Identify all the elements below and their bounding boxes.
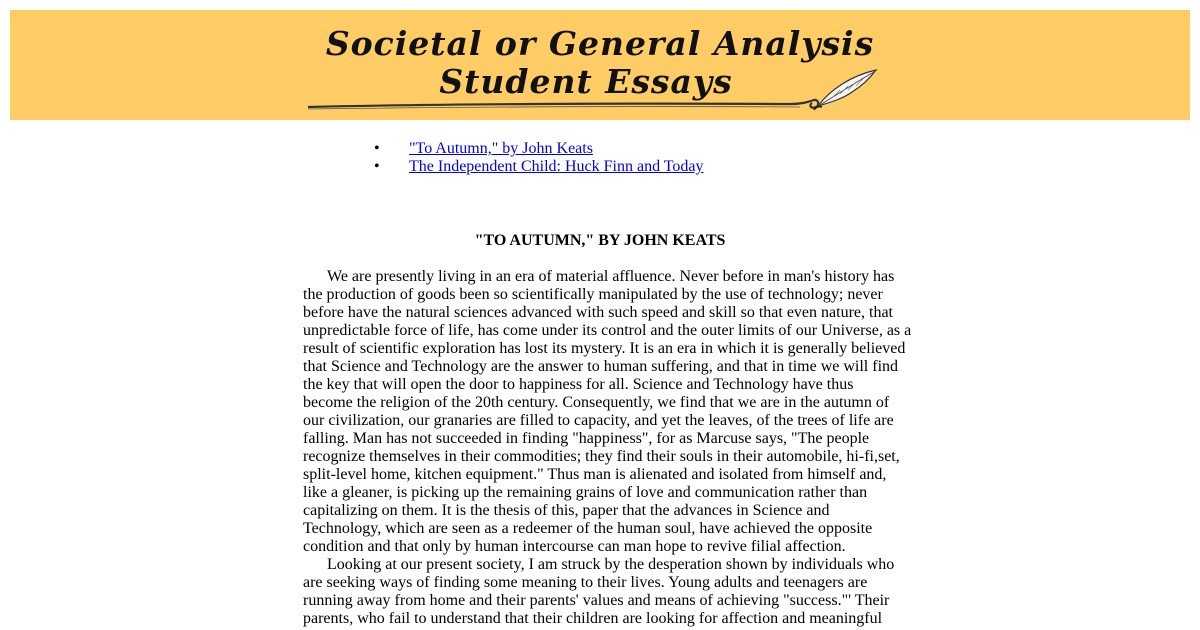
essay-line: capitalizing on them. It is the thesis of this, paper that the advances in Science and [303, 502, 830, 519]
essay-body [303, 268, 912, 628]
banner-decoration [10, 10, 1190, 120]
essay-line: before have the natural sciences advanced with such speed and skill so that even nature, that [303, 304, 893, 321]
essay-line: recognize themselves in their commodities; they find their souls in their automobile, hi-fi,set, [303, 448, 900, 465]
essay-line: split-level home, kitchen equipment." Thus man is alienated and isolated from himself and, [303, 466, 887, 483]
essay-line-text: We are presently living in an era of material affluence. Never before in man's history has [327, 268, 895, 285]
header-banner [10, 10, 1190, 120]
essay-line: result of scientific exploration has lost its mystery. It is an era in which it is generally believed [303, 340, 906, 357]
essay-line: the key that will open the door to happiness for all. Science and Technology have thus [303, 376, 854, 393]
essay-line: unpredictable force of life, has come under its control and the outer limits of our Universe, as a [303, 322, 912, 339]
essay-line: running away from home and their parents' values and means of achieving "success."' Their [303, 592, 890, 609]
bullet-icon: • [374, 140, 380, 157]
banner-title-line1: Societal or General Analysis [325, 24, 875, 63]
essay-line: are seeking ways of finding some meaning to their lives. Young adults and teenagers are [303, 574, 868, 591]
essay-line: like a gleaner, is picking up the remaining grains of love and communication rather than [303, 484, 868, 501]
essay-line: the production of goods been so scientifically manipulated by the use of technology; never [303, 286, 883, 303]
quill-pen-icon [814, 70, 876, 110]
essay-line: Technology, which are seen as a redeemer of the human soul, have achieved the opposite [303, 520, 873, 537]
banner-title-line2: Student Essays [439, 62, 733, 101]
essay-title: "TO AUTUMN," BY JOHN KEATS [474, 232, 726, 249]
essay-line [303, 556, 903, 574]
essay-line: parents, who fail to understand that their children are looking for affection and meaningful [303, 610, 883, 627]
link-independent-child[interactable]: The Independent Child: Huck Finn and Today [409, 158, 704, 175]
link-to-autumn[interactable]: "To Autumn," by John Keats [409, 140, 593, 157]
essay-line: condition and that only by human intercourse can man hope to revive filial affection. [303, 538, 846, 555]
essay-line: our civilization, our granaries are filled to capacity, and yet the leaves, of the trees of life are [303, 412, 894, 429]
essay-line [303, 268, 903, 286]
essay-line: become the religion of the 20th century. Consequently, we find that we are in the autumn of [303, 394, 890, 411]
bullet-icon: • [374, 158, 380, 175]
essay-line: that Science and Technology are the answer to human suffering, and that in time we will find [303, 358, 899, 375]
underline-flourish-thin [308, 107, 800, 109]
essay-line-text: Looking at our present society, I am struck by the desperation shown by individuals who [327, 556, 895, 573]
essay-line: falling. Man has not succeeded in finding "happiness", for as Marcuse says, "The people [303, 430, 870, 447]
